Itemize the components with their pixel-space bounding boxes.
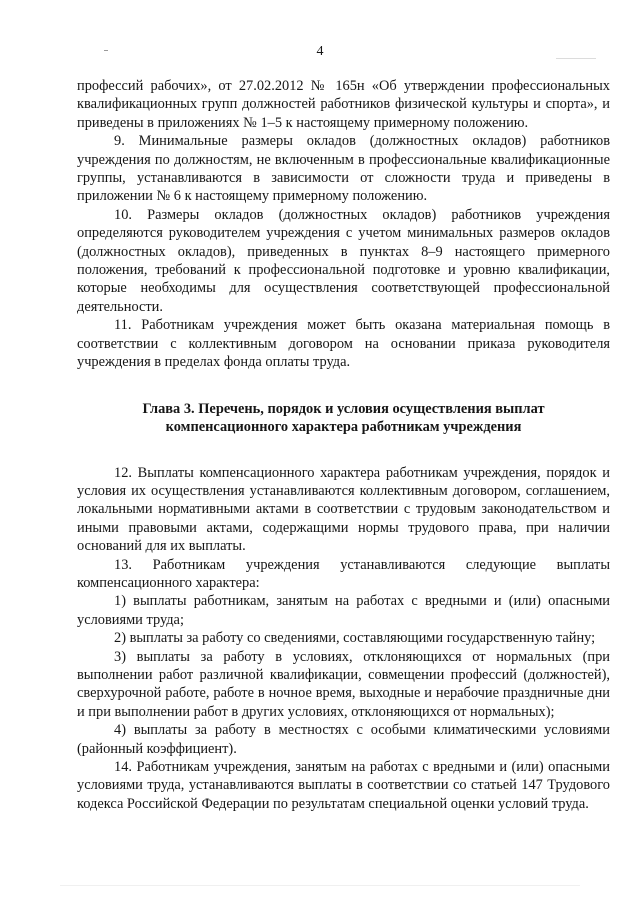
chapter-heading-line-2: компенсационного характера работникам учреждения bbox=[165, 419, 522, 435]
list-item-2: 2) выплаты за работу со сведениями, составляющими государственную тайну; bbox=[114, 630, 596, 647]
paragraph-item-11: 11. Работникам учреждения может быть оказана материальная помощь в соответствии с коллективным договором на основании приказа руководителя учреждения в пределах фонда оплаты труда. bbox=[77, 317, 610, 371]
paragraph-item-12: 12. Выплаты компенсационного характера работникам учреждения, порядок и условия их осуществления устанавливаются коллективным договором, соглашением, локальными нормативными актами в соответствии с трудовым законодательством и иными правовыми актами, содержащими нормы трудового права, при наличии оснований для их выплаты. bbox=[77, 464, 610, 555]
page-number: 4 bbox=[316, 44, 324, 59]
paragraph-item-9: 9. Минимальные размеры окладов (должностных окладов) работников учреждения по должностям, не включенным в профессиональные квалификационные группы, устанавливаются в зависимости от сложности труда и приведены в приложении № 6 к настоящему примерному положению. bbox=[77, 133, 610, 205]
paragraph-item-10: 10. Размеры окладов (должностных окладов) работников учреждения определяются руководителем учреждения с учетом минимальных размеров окладов (должностных окладов), приведенных в пунктах 8–9 настоящего примерного положения, требований к профессиональной подготовке и уровню квалификации, которые необходимы для осуществления соответствующей профессиональной деятельности. bbox=[77, 206, 610, 315]
list-item-4: 4) выплаты за работу в местностях с особыми климатическими условиями (районный коэффициент). bbox=[77, 722, 610, 757]
paragraph-item-14: 14. Работникам учреждения, занятым на работах с вредными и (или) опасными условиями труда, устанавливаются выплаты в соответствии со статьей 147 Трудового кодекса Российской Федерации по результатам специальной оценки условий труда. bbox=[77, 759, 610, 812]
scan-artifact-bottom bbox=[60, 885, 580, 886]
document-body bbox=[77, 77, 610, 813]
paragraph-item-13: 13. Работникам учреждения устанавливаются следующие выплаты компенсационного характера: bbox=[77, 556, 610, 591]
paragraph-continuation: профессий рабочих», от 27.02.2012 № 165н «Об утверждении профессиональных квалификационных групп должностей работников физической культуры и спорта», и приведены в приложениях № 1–5 к настоящему примерному положению. bbox=[77, 78, 610, 131]
list-item-1: 1) выплаты работникам, занятым на работах с вредными и (или) опасными условиями труда; bbox=[77, 593, 610, 628]
chapter-3-heading bbox=[77, 400, 610, 437]
list-item-3: 3) выплаты за работу в условиях, отклоняющихся от нормальных (при выполнении работ различной квалификации, совмещении профессий (должностей), сверхурочной работе, работе в ночное время, выходные и нерабочие праздничные дни и при выполнении работ в других условиях, отклоняющихся от нормальных); bbox=[77, 648, 610, 720]
chapter-heading-line-1: Глава 3. Перечень, порядок и условия осуществления выплат bbox=[142, 400, 545, 417]
